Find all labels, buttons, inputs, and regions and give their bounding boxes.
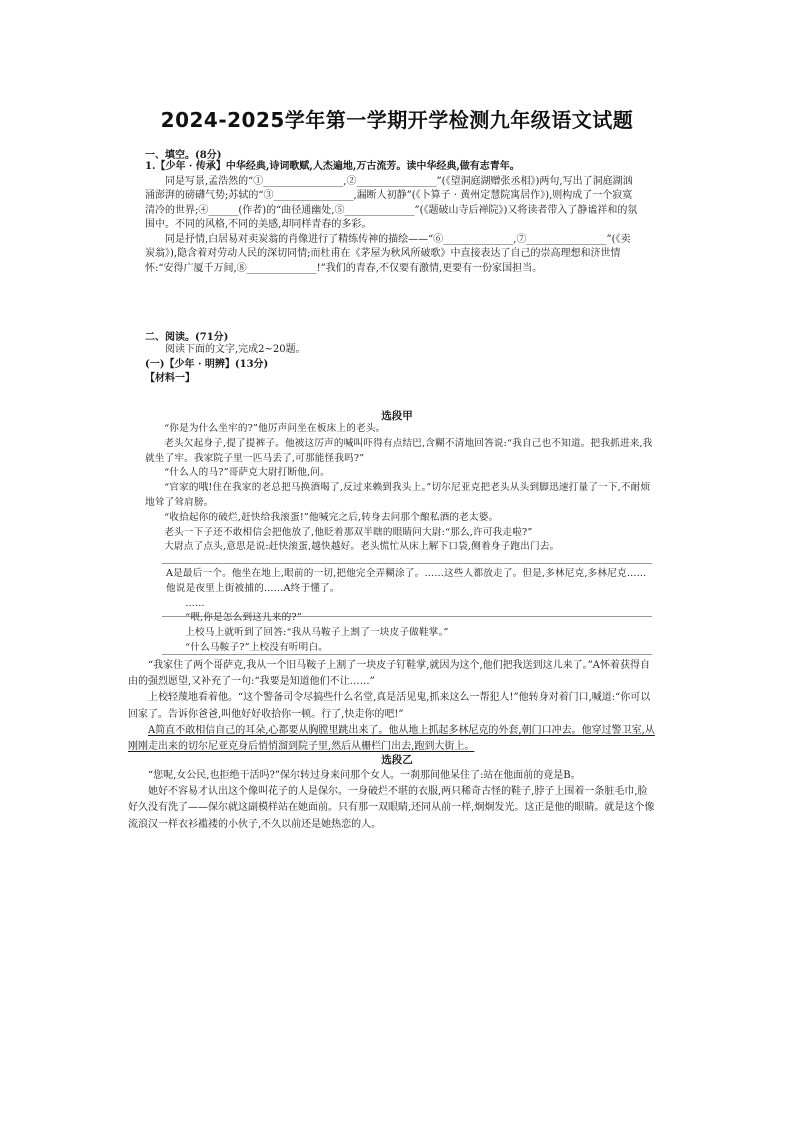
passage-a-para: 老头欠起身子,提了提裤子。他被这厉声的喊叫吓得有点结巴,含糊不清地回答说:“我自己也不知道。把我抓进来,我就坐了牢。我家院子里一匹马丢了,可那能怪我吗?”: [145, 437, 653, 464]
passage-a-box-ellipsis: ……: [185, 597, 205, 609]
passage-a-para: “我家住了两个哥萨克,我从一个旧马鞍子上割了一块皮子钉鞋掌,就因为这个,他们把我送到这儿来了。”A怀着获得自由的强烈愿望,又补充了一句:“我要是知道他们不让……”: [128, 660, 650, 688]
passage-b-para: 她好不容易才认出这个像叫花子的人是保尔。一身破烂不堪的衣服,两只稀奇古怪的鞋子,脖子上围着一条脏毛巾,脸好久没有洗了——保尔就这副模样站在她面前。只有那一双眼睛,还同从前一样,炯炯发光。这正是他的眼睛。就是这个像流浪汉一样衣衫褴褛的小伙子,不久以前还是她热恋的人。: [128, 786, 655, 830]
part1-heading: 一、填空。(8分): [145, 150, 222, 161]
passage-a-para: “收拾起你的破烂,赶快给我滚蛋!”他喊完之后,转身去问那个酿私酒的老太婆。: [164, 511, 499, 523]
part2-instruction-block: [145, 343, 645, 387]
passage-a-boxed-text: [166, 567, 652, 656]
passage-b-title: 选段乙: [381, 754, 413, 766]
passage-a-para: 上校轻蔑地看着他。“这个警备司令尽搞些什么名堂,真是活见鬼,抓来这么一帮犯人!”他转身对着门口,喊道:“你可以回家了。告诉你爸爸,叫他好好收拾你一顿。行了,快走你的吧!”: [128, 692, 651, 720]
passage-a-title: 选段甲: [381, 410, 413, 422]
passage-a-para: 大尉点了点头,意思是说:赶快滚蛋,越快越好。老头慌忙从床上解下口袋,侧着身子跑出门去。: [164, 541, 560, 553]
passage-a-para: 上校马上就听到了回答:“我从马鞍子上割了一块皮子做鞋掌。”: [185, 627, 449, 639]
passage-a-box-para: A是最后一个。他坐在地上,眼前的一切,把他完全弄糊涂了。……这些人都放走了。但是,多林尼克,多林尼克……他说是夜里上街被捕的……A终于懂了。: [166, 568, 647, 594]
passage-a-underlined-para: A简直不敢相信自己的耳朵,心都要从胸膛里跳出来了。他从地上抓起多林尼克的外套,朝门口冲去。他穿过警卫室,从刚刚走出来的切尔尼亚克身后悄悄溜到院子里,然后从栅栏门出去,跑到大街上。: [128, 724, 655, 753]
reading-instruction: 阅读下面的文字,完成2~20题。: [165, 344, 306, 355]
passage-a-para: 老头一下子还不敢相信会把他放了,他眨着那双半瞎的眼睛问大尉:“那么,许可我走啦?”: [164, 526, 533, 538]
passage-a-rule: [162, 654, 652, 655]
passage-a-para: “官家的哦!住在我家的老总把马换酒喝了,反过来赖到我头上。”切尔尼亚克把老头从头到脚迅速打量了一下,不耐烦地耸了耸肩膀。: [145, 482, 651, 508]
passage-a-para: “喂,你是怎么到这儿来的?”: [185, 612, 302, 624]
reading-sub-heading: (一)【少年 · 明辨】(13分): [145, 358, 269, 370]
question-1-para-2: 同是抒情,白居易对卖炭翁的肖像进行了精练传神的描绘——“⑥______________,⑦________________”(《卖炭翁》),隐含着对劳动人民的深切同情;而杜甫在《茅屋为秋风所破歌》中直接表达了自己的崇高理想和济世情怀:“安得广厦千万间,⑧______________!”我们的青春,不仅要有激情,更要有一份家国担当。: [145, 233, 631, 274]
question-1-label: 1.【少年 · 传承】中华经典,诗词歌赋,人杰遍地,万古流芳。读中华经典,做有志青年。: [145, 161, 520, 172]
passage-a-body: [145, 422, 653, 570]
passage-a-para: “什么人的马?”哥萨克大尉打断他,问。: [164, 467, 330, 479]
passage-a-para: “你是为什么坐牢的?”他厉声问坐在板床上的老头。: [164, 423, 386, 434]
passage-a-continued: [128, 658, 656, 755]
exam-title: 2024-2025学年第一学期开学检测九年级语文试题: [160, 108, 634, 132]
part2-heading: 二、阅读。(71分): [145, 332, 229, 343]
passage-b-para: “您呢,女公民,也拒绝干活吗?”保尔转过身来问那个女人。一刹那间他呆住了:站在他面前的竟是B。: [148, 770, 581, 781]
part1-body: [145, 160, 640, 276]
question-1-para-1: 同是写景,孟浩然的“①________________,②________________”(《望洞庭湖赠张丞相》)两句,写出了洞庭湖汹涌澎湃的磅礴气势;苏轼的“③________________,漏断人初静”(《卜算子 · 黄州定慧院寓居作》),则构成了一个寂寞清冷的世界;④______(作者)的“曲径通幽处,⑤______________”(《题破山寺后禅院》)又将读者带入了静谧祥和的氛围中。不同的风格,不同的美感,却同样青春的多彩。: [145, 175, 638, 230]
passage-a-para: “什么马鞍子?”上校没有听明白。: [185, 641, 329, 653]
passage-b-body: [128, 768, 656, 833]
material-label: 【材料一】: [145, 373, 195, 384]
passage-a-ellipsis: ……: [164, 556, 184, 568]
